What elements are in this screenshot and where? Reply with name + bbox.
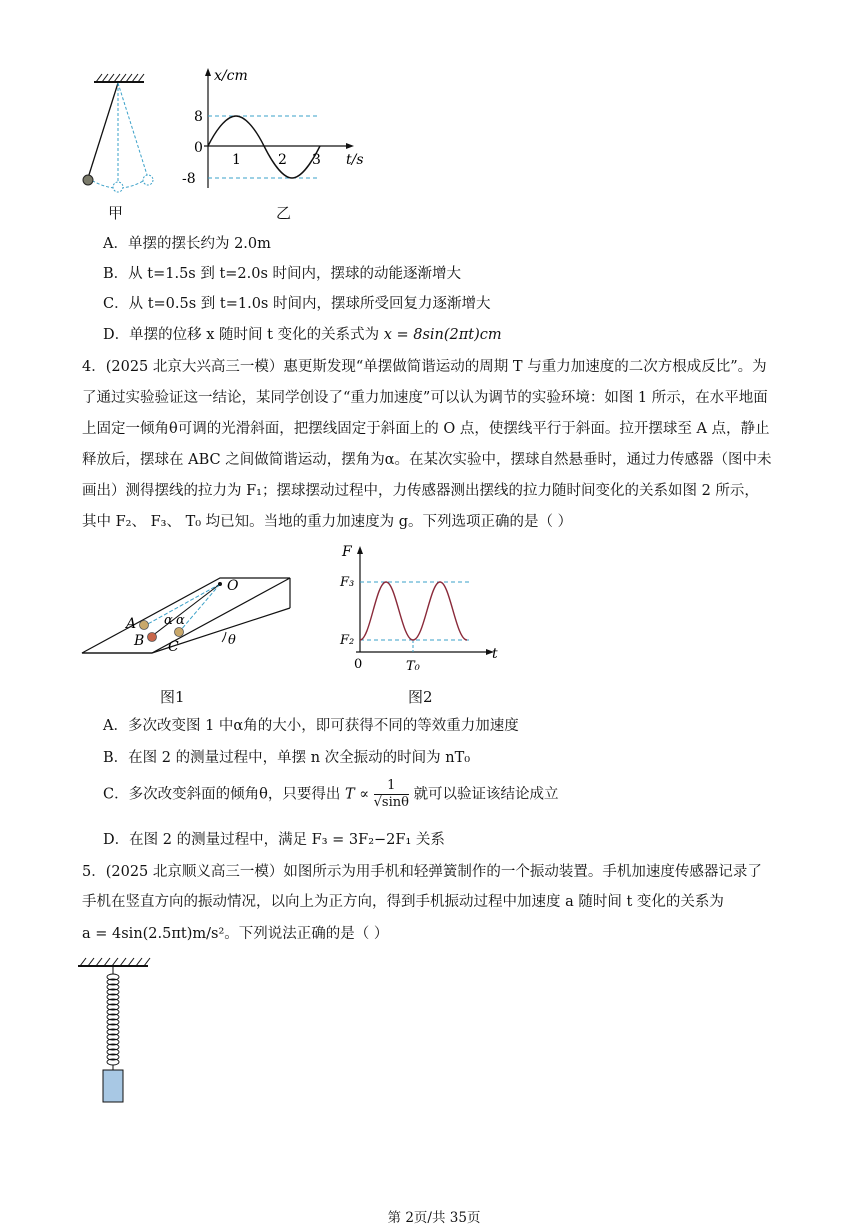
q4-line-6: 其中 F₂、 F₃、 T₀ 均已知。当地的重力加速度为 g。下列选项正确的是（ ） <box>82 514 573 530</box>
q3-option-c: C．从 t=0.5s 到 t=1.0s 时间内，摆球所受回复力逐渐增大 <box>103 296 491 312</box>
theta-label: θ <box>228 633 236 648</box>
spring-coils <box>107 974 119 1065</box>
displacement-time-graph <box>180 66 370 196</box>
fraction-numerator: 1 <box>374 778 409 795</box>
f2-label: F₂ <box>340 633 355 648</box>
q4-line-5: 画出）测得摆线的拉力为 F₁；摆球摆动过程中，力传感器测出摆线的拉力随时间变化的关系如图 2 所示， <box>82 483 759 499</box>
t0-label: T₀ <box>406 659 420 674</box>
point-o-label: O <box>227 578 239 594</box>
q4-line-1: 4．(2025 北京大兴高三一模）惠更斯发现“单摆做简谐运动的周期 T 与重力加速度的二次方根成反比”。为 <box>82 359 767 375</box>
q4-option-d: D．在图 2 的测量过程中，满足 F₃ = 3F₂−2F₁ 关系 <box>103 832 445 848</box>
q4-line-3: 上固定一倾角θ可调的光滑斜面，把摆线固定于斜面上的 O 点，使摆线平行于斜面。拉开摆球至 A 点，静止 <box>82 421 770 437</box>
q4-option-c-t: T ∝ <box>344 786 370 803</box>
spring-phone-figure <box>74 952 154 1108</box>
tick-0: 0 <box>194 140 203 156</box>
q3-option-d-text: D．单摆的位移 x 随时间 t 变化的关系式为 <box>103 327 380 343</box>
phone-block <box>103 1070 123 1102</box>
page-footer: 第 2页/共 35页 <box>387 1210 481 1226</box>
time-axis-label: t <box>492 646 498 662</box>
tick-1: 1 <box>232 152 241 168</box>
sine-curve <box>208 116 320 178</box>
point-a-label: A <box>126 616 137 632</box>
y-axis-label: x/cm <box>214 68 248 84</box>
q4-option-c-tail: 就可以验证该结论成立 <box>413 786 559 803</box>
q3-option-a: A．单摆的摆长约为 2.0m <box>103 236 271 252</box>
x-axis-label: t/s <box>346 152 364 168</box>
fraction-denominator: √sinθ <box>373 795 409 810</box>
q5-line-1: 5．(2025 北京顺义高三一模）如图所示为用手机和轻弹簧制作的一个振动装置。手机加速度传感器记录了 <box>82 864 762 880</box>
origin-label: 0 <box>354 657 363 672</box>
q4-option-c-fraction <box>374 778 409 811</box>
incline-figure <box>80 548 300 673</box>
q4-option-c <box>103 778 559 811</box>
figure-caption-yi: 乙 <box>276 204 292 222</box>
figure-caption-jia: 甲 <box>108 204 124 222</box>
q3-option-b: B．从 t=1.5s 到 t=2.0s 时间内，摆球的动能逐渐增大 <box>103 266 462 282</box>
figure-caption-2: 图2 <box>408 688 433 706</box>
figure-caption-1: 图1 <box>160 688 185 706</box>
q5-line-3: a = 4sin(2.5πt)m/s²。下列说法正确的是（ ） <box>82 926 389 942</box>
point-c-label: C <box>168 639 179 655</box>
f3-label: F₃ <box>340 575 355 590</box>
tick-neg8: -8 <box>182 171 196 187</box>
tick-8: 8 <box>194 109 203 125</box>
tick-3: 3 <box>312 152 321 168</box>
force-curve <box>360 582 467 640</box>
force-axis-label: F <box>342 544 352 560</box>
q4-option-a: A．多次改变图 1 中α角的大小，即可获得不同的等效重力加速度 <box>103 718 519 734</box>
q3-option-d-formula: x = 8sin(2πt)cm <box>383 327 502 343</box>
q5-line-2: 手机在竖直方向的振动情况，以向上为正方向，得到手机振动过程中加速度 a 随时间 t 变化的关系为 <box>82 894 724 910</box>
q4-option-c-text: C．多次改变斜面的倾角θ，只要得出 <box>103 786 341 803</box>
q4-line-4: 释放后，摆球在 ABC 之间做简谐运动，摆角为α。在某次实验中，摆球自然悬垂时，通过力传感器（图中未 <box>82 452 772 468</box>
pendulum-figure-jia <box>76 70 166 195</box>
alpha-label-1: α <box>164 613 173 628</box>
force-time-graph <box>330 540 510 678</box>
q4-line-2: 了通过实验验证这一结论，某同学创设了“重力加速度”可以认为调节的实验环境：如图 1 所示，在水平地面 <box>82 390 768 406</box>
q3-option-d <box>103 325 502 345</box>
q4-option-b: B．在图 2 的测量过程中，单摆 n 次全振动的时间为 nT₀ <box>103 750 471 766</box>
alpha-label-2: α <box>176 613 185 628</box>
tick-2: 2 <box>278 152 287 168</box>
point-b-label: B <box>134 633 145 649</box>
